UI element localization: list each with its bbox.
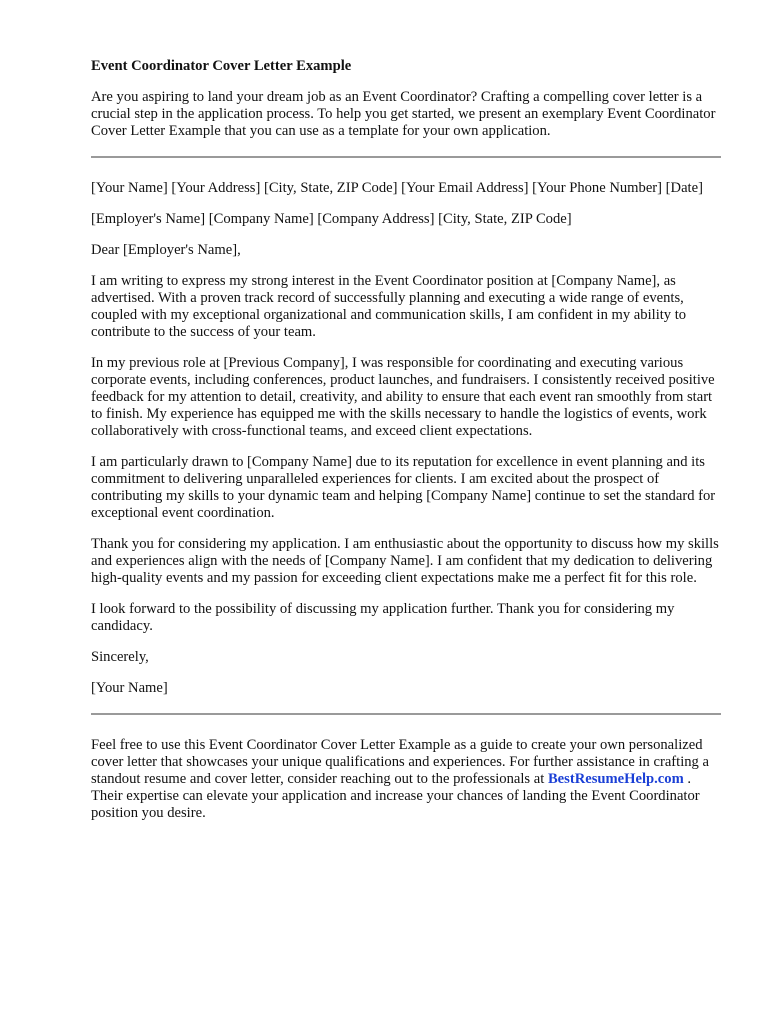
signature: [Your Name] — [91, 680, 168, 696]
letter-paragraph: Thank you for considering my application. I am enthusiastic about the opportunity to discuss how my skills and experiences align with the needs of [Company Name]. I am confident that my dedication to delivering high-quality events and my passion for exceeding client expectations make me a perfect fit for this role. — [91, 536, 719, 586]
letter-paragraph: I am particularly drawn to [Company Name] due to its reputation for excellence in event planning and its commitment to delivering unparalleled experiences for clients. I am excited about the prospect of contributing my skills to your dynamic team and helping [Company Name] continue to set the standard for exceptional event coordination. — [91, 454, 716, 521]
footer-text-after-link: . Their expertise can elevate your application and increase your chances of landing the Event Coordinator position you desire. — [91, 771, 700, 821]
footer-text-before-link: Feel free to use this Event Coordinator Cover Letter Example as a guide to create your own personalized cover letter that showcases your unique qualifications and experiences. For further assistance in crafting a standout resume and cover letter, consider reaching out to the professionals at — [91, 737, 709, 787]
sender-address-line: [Your Name] [Your Address] [City, State, ZIP Code] [Your Email Address] [Your Phone Number] [Date] — [91, 180, 703, 196]
footer-paragraph — [91, 737, 721, 822]
letter-paragraph: I look forward to the possibility of discussing my application further. Thank you for considering my candidacy. — [91, 601, 675, 634]
best-resume-help-link[interactable]: BestResumeHelp.com — [547, 771, 684, 787]
document-page — [91, 58, 721, 836]
letter-paragraph: I am writing to express my strong interest in the Event Coordinator position at [Company Name], as advertised. With a proven track record of successfully planning and executing a wide range of events, coupled with my exceptional organizational and communication skills, I am confident in my ability to contribute to the success of your team. — [91, 273, 687, 340]
top-divider — [91, 156, 721, 158]
salutation: Dear [Employer's Name], — [91, 242, 241, 258]
closing: Sincerely, — [91, 649, 149, 665]
bottom-divider — [91, 713, 721, 715]
recipient-address-line: [Employer's Name] [Company Name] [Company Address] [City, State, ZIP Code] — [91, 211, 572, 227]
letter-paragraph: In my previous role at [Previous Company], I was responsible for coordinating and executing various corporate events, including conferences, product launches, and fundraisers. I consistently received positive feedback for my attention to detail, creativity, and ability to ensure that each event ran smoothly from start to finish. My experience has equipped me with the skills necessary to handle the logistics of events, work collaboratively with cross-functional teams, and exceed client expectations. — [91, 355, 715, 439]
document-title: Event Coordinator Cover Letter Example — [91, 58, 352, 74]
intro-paragraph: Are you aspiring to land your dream job as an Event Coordinator? Crafting a compelling cover letter is a crucial step in the application process. To help you get started, we present an exemplary Event Coordinator Cover Letter Example that you can use as a template for your own application. — [91, 89, 716, 139]
